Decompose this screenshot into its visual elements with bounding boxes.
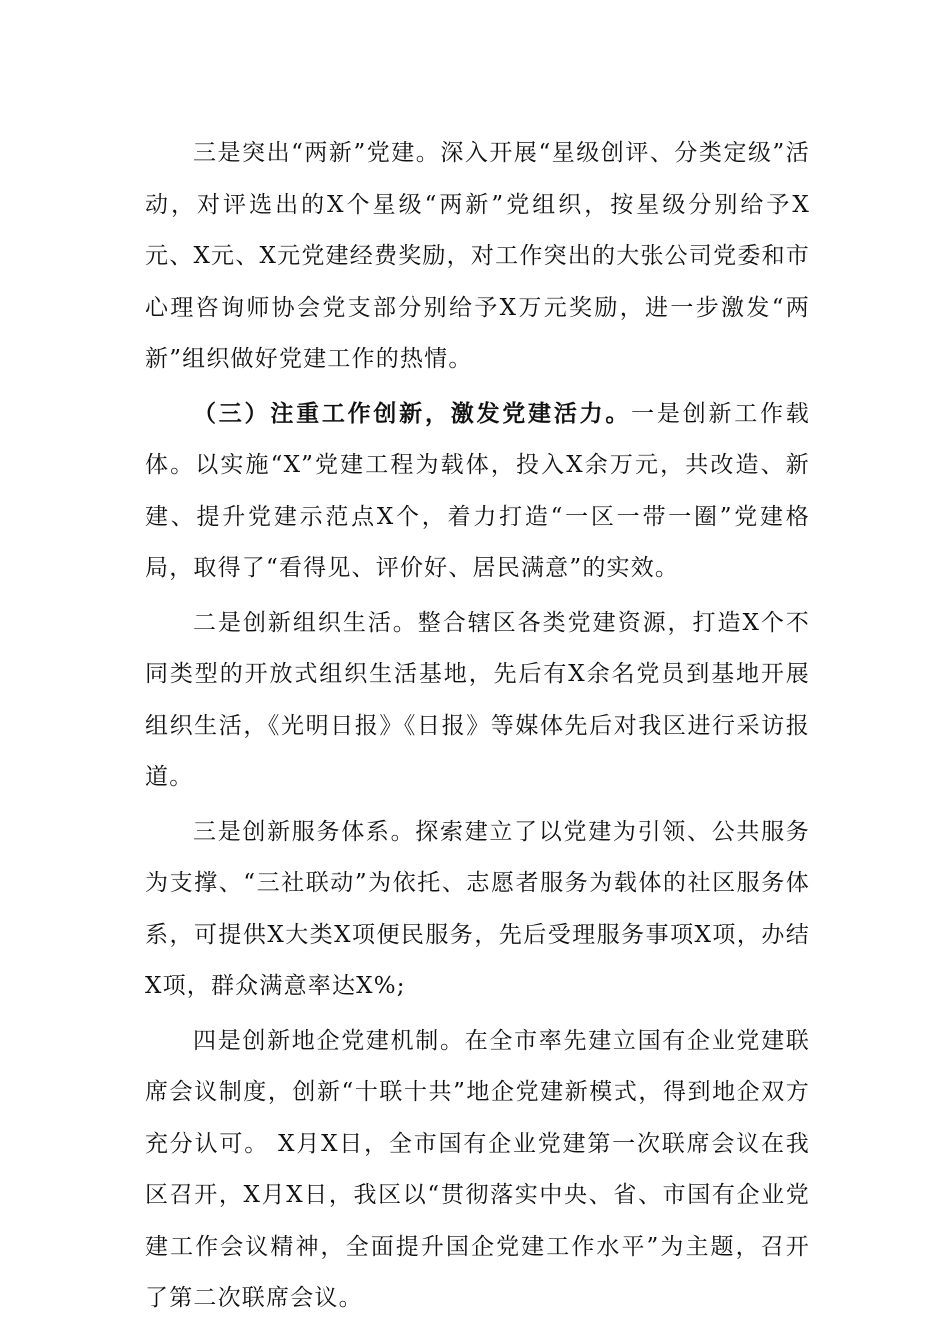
- paragraph-text: 一是创新工作载体。以实施“X”党建工程为载体，投入X余万元，共改造、新建、提升党建示范点X个，着力打造“一区一带一圈”党建格局，取得了“看得见、评价好、居民满意”的实效。: [145, 400, 810, 581]
- paragraph-text: 三是突出“两新”党建。深入开展“星级创评、分类定级”活动，对评选出的X个星级“两新”党组织，按星级分别给予X元、X元、X元党建经费奖励，对工作突出的大张公司党委和市心理咨询师协会党支部分别给予X万元奖励，进一步激发“两新”组织做好党建工作的热情。: [145, 140, 810, 372]
- section-heading: （三）注重工作创新，激发党建活力。: [193, 400, 632, 427]
- document-body: [145, 128, 810, 1328]
- paragraph-text: 二是创新组织生活。整合辖区各类党建资源，打造X个不同类型的开放式组织生活基地，先后有X余名党员到基地开展组织生活，《光明日报》《日报》等媒体先后对我区进行采访报道。: [145, 609, 810, 790]
- paragraph-text: 四是创新地企党建机制。在全市率先建立国有企业党建联席会议制度，创新“十联十共”地企党建新模式，得到地企双方充分认可。 X月X日，全市国有企业党建第一次联席会议在我区召开，X月X日，我区以“贯彻落实中央、省、市国有企业党建工作会议精神，全面提升国企党建工作水平”为主题，召开了第二次联席会议。: [145, 1027, 810, 1311]
- paragraph-service-system: [145, 807, 810, 1013]
- paragraph-organization-life: [145, 598, 810, 804]
- paragraph-enterprise-mechanism: [145, 1016, 810, 1325]
- paragraph-work-innovation: [145, 389, 810, 595]
- paragraph-text: 三是创新服务体系。探索建立了以党建为引领、公共服务为支撑、“三社联动”为依托、志愿者服务为载体的社区服务体系，可提供X大类X项便民服务，先后受理服务事项X项，办结X项，群众满意率达X%;: [145, 818, 810, 999]
- paragraph-two-new-party-building: [145, 128, 810, 386]
